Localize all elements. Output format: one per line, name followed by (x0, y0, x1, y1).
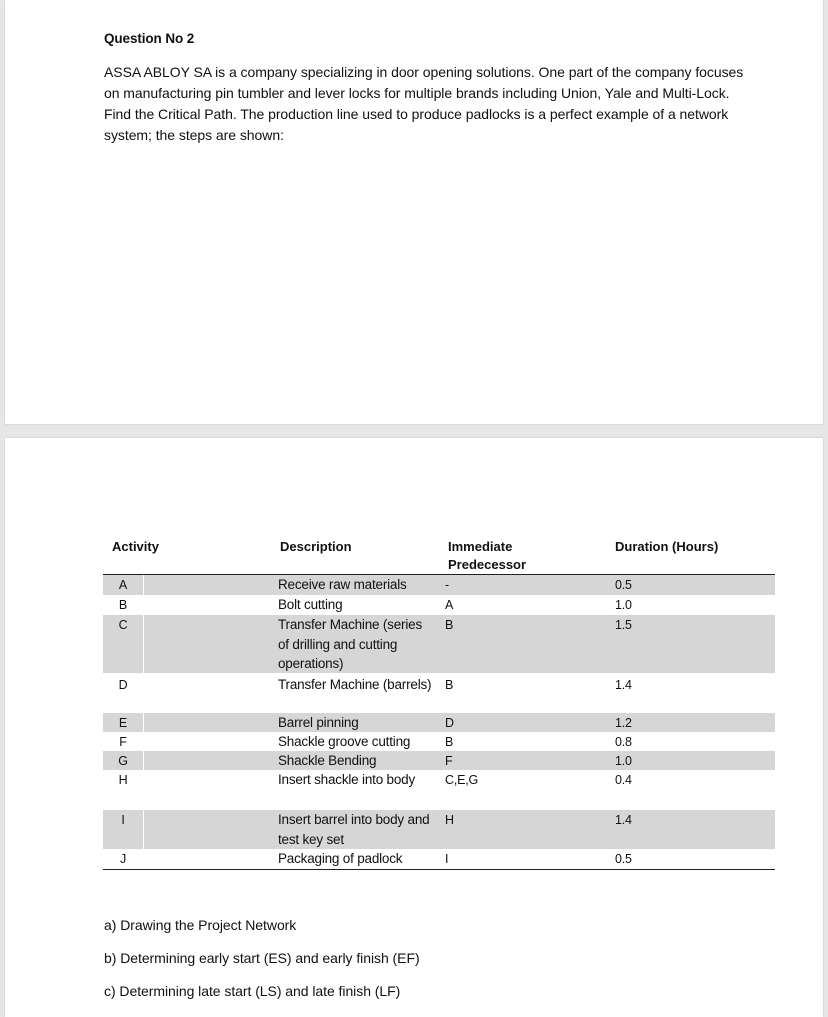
cell-predecessor: B (445, 735, 454, 749)
cell-duration: 1.0 (615, 598, 632, 612)
page-2 (5, 438, 823, 1017)
cell-predecessor: F (445, 754, 453, 768)
cell-activity: G (118, 754, 128, 768)
cell-duration: 1.0 (615, 754, 632, 768)
cell-activity: C (118, 618, 128, 632)
cell-predecessor: D (445, 716, 454, 730)
cell-predecessor: H (445, 813, 454, 827)
cell-description: Transfer Machine (barrels) (278, 677, 432, 692)
cell-description: Packaging of padlock (278, 851, 403, 866)
cell-description: Shackle groove cutting (278, 734, 411, 749)
cell-predecessor: - (445, 578, 449, 592)
cell-activity: I (121, 813, 125, 827)
cell-activity: B (118, 598, 128, 612)
table-row (103, 575, 775, 595)
cell-activity: A (118, 578, 128, 592)
part-c: c) Determining late start (LS) and late finish (LF) (104, 983, 401, 999)
header-activity: Activity (112, 539, 159, 554)
cell-duration: 0.8 (615, 735, 632, 749)
table-row (103, 615, 775, 673)
table-bottom-rule (103, 869, 775, 870)
table-row (103, 770, 775, 810)
cell-description: Transfer Machine (series of drilling and cutting operations) (278, 617, 422, 671)
cell-description: Insert shackle into body (278, 772, 416, 787)
header-predecessor: Immediate Predecessor (448, 539, 527, 572)
part-a: a) Drawing the Project Network (104, 917, 297, 933)
table-row (103, 595, 775, 615)
cell-duration: 0.5 (615, 852, 632, 866)
cell-duration: 1.2 (615, 716, 632, 730)
table-row (103, 849, 775, 869)
cell-description: Shackle Bending (278, 753, 377, 768)
cell-activity: D (118, 678, 128, 692)
question-body: ASSA ABLOY SA is a company specializing in door opening solutions. One part of the company focuses on manufacturing pin tumbler and lever locks for multiple brands including Union, Yale and Multi-Lock. Find the Critical Path. The production line used to produce padlocks is a perfect example of a network system; the steps are shown: (104, 64, 744, 143)
cell-activity: H (118, 773, 128, 787)
cell-activity: J (119, 852, 127, 866)
cell-activity: F (119, 735, 127, 749)
table-row (103, 810, 775, 849)
cell-duration: 1.4 (615, 813, 632, 827)
cell-duration: 0.5 (615, 578, 632, 592)
header-description: Description (280, 539, 352, 554)
cell-description: Insert barrel into body and test key set (278, 812, 430, 847)
table-row (103, 732, 775, 751)
cell-duration: 0.4 (615, 773, 632, 787)
cell-predecessor: C,E,G (445, 773, 479, 787)
cell-description: Receive raw materials (278, 577, 407, 592)
table-row (103, 675, 775, 713)
cell-duration: 1.4 (615, 678, 632, 692)
table-row (103, 713, 775, 732)
cell-description: Barrel pinning (278, 715, 359, 730)
page-1 (5, 0, 823, 424)
cell-predecessor: A (445, 598, 454, 612)
cell-duration: 1.5 (615, 618, 632, 632)
part-b: b) Determining early start (ES) and early finish (EF) (104, 950, 420, 966)
header-duration: Duration (Hours) (615, 539, 719, 554)
cell-predecessor: B (445, 678, 454, 692)
cell-predecessor: I (445, 852, 449, 866)
cell-activity: E (118, 716, 128, 730)
question-parts (104, 913, 420, 1012)
cell-predecessor: B (445, 618, 454, 632)
cell-description: Bolt cutting (278, 597, 343, 612)
table-row (103, 751, 775, 770)
question-title: Question No 2 (104, 31, 195, 46)
